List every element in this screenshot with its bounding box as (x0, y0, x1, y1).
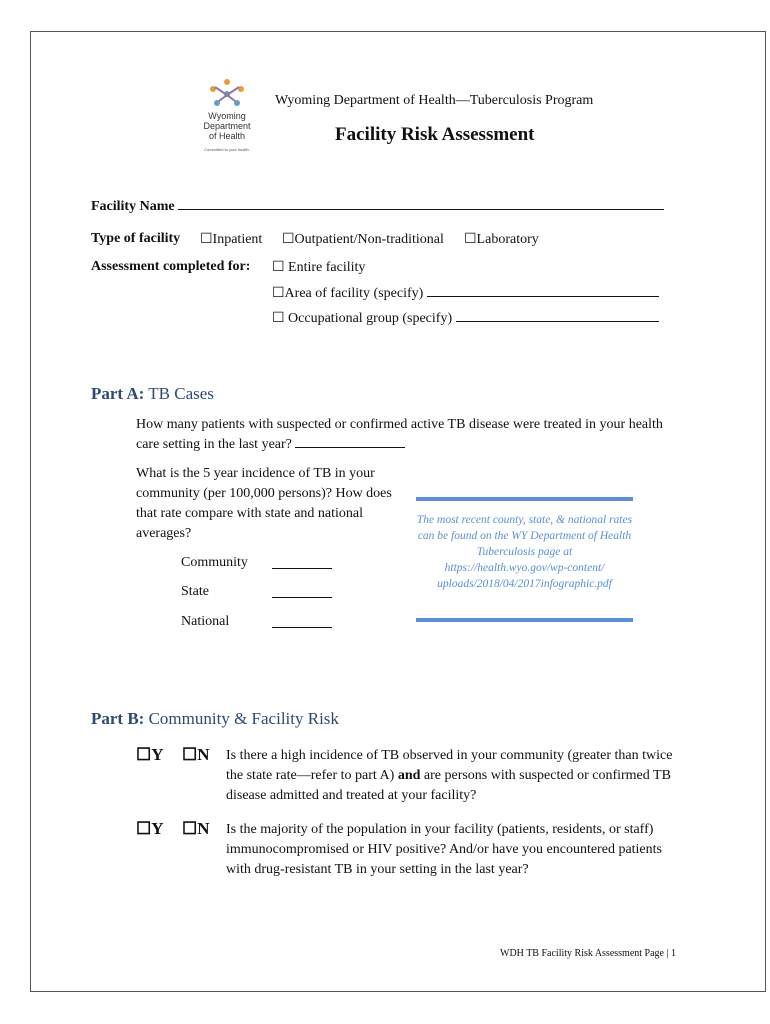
note-top-rule (416, 497, 633, 501)
assessment-area-field[interactable] (427, 284, 659, 297)
row-national-label: National (181, 614, 230, 629)
type-inpatient-checkbox[interactable]: ☐Inpatient (200, 232, 263, 247)
assessment-entire-checkbox[interactable]: ☐ Entire facility (272, 260, 366, 275)
facility-type-label: Type of facility (91, 231, 181, 246)
page-footer: WDH TB Facility Risk Assessment Page | 1 (500, 948, 676, 959)
facility-name-label: Facility Name (91, 199, 175, 214)
part-a-question-2: What is the 5 year incidence of TB in your community (per 100,000 persons)? How does that rate compare with state and national averages? (136, 466, 392, 541)
state-rate-field[interactable] (272, 585, 332, 598)
q1-yes-checkbox[interactable]: ☐Y (136, 745, 164, 764)
q2-yes-checkbox[interactable]: ☐Y (136, 819, 164, 838)
q1-no-checkbox[interactable]: ☐N (182, 745, 210, 764)
part-a-heading: Part A: TB Cases (91, 384, 214, 403)
row-state-label: State (181, 584, 209, 599)
logo-tagline: Committed to your health. (204, 147, 250, 152)
community-rate-field[interactable] (272, 556, 332, 569)
row-community-label: Community (181, 555, 248, 570)
part-b-question-1: Is there a high incidence of TB observed in your community (greater than twice the state rate—refer to part A) and are persons with suspected or confirmed TB disease admitted and treated at your facility? (226, 748, 673, 803)
assessment-occupational-row (272, 309, 659, 327)
assessment-occupational-field[interactable] (456, 309, 659, 322)
wdh-logo (195, 77, 259, 157)
national-rate-field[interactable] (272, 615, 332, 628)
assessment-area-row (272, 284, 659, 302)
note-bottom-rule (416, 618, 633, 622)
organization-name: Wyoming Department of Health—Tuberculosis Program (275, 93, 594, 108)
people-circle-icon (195, 77, 259, 111)
facility-name-field[interactable] (178, 197, 664, 210)
part-b-heading: Part B: Community & Facility Risk (91, 709, 339, 728)
assessment-label: Assessment completed for: (91, 259, 251, 274)
patients-treated-field[interactable] (295, 435, 405, 448)
part-b-question-2: Is the majority of the population in your facility (patients, residents, or staff) immunocompromised or HIV positive? And/or have you encountered patients with drug-resistant TB in your setting in the last year? (226, 822, 662, 877)
facility-name-row (91, 197, 664, 215)
part-a-question-1: How many patients with suspected or confirmed active TB disease were treated in your health care setting in the last year? (136, 417, 663, 452)
rates-note: The most recent county, state, & national rates can be found on the WY Department of Health Tuberculosis page at https://health.wyo.gov/wp-content/ uploads/2018/04/2017infographic.pdf (416, 514, 633, 590)
page-title: Facility Risk Assessment (335, 124, 535, 145)
type-outpatient-checkbox[interactable]: ☐Outpatient/Non-traditional (282, 232, 444, 247)
logo-wordmark: Wyoming Department of Health (203, 111, 251, 141)
q2-no-checkbox[interactable]: ☐N (182, 819, 210, 838)
type-laboratory-checkbox[interactable]: ☐Laboratory (464, 232, 539, 247)
assessment-area-checkbox[interactable]: ☐Area of facility (specify) (272, 286, 424, 301)
assessment-occupational-checkbox[interactable]: ☐ Occupational group (specify) (272, 311, 453, 326)
